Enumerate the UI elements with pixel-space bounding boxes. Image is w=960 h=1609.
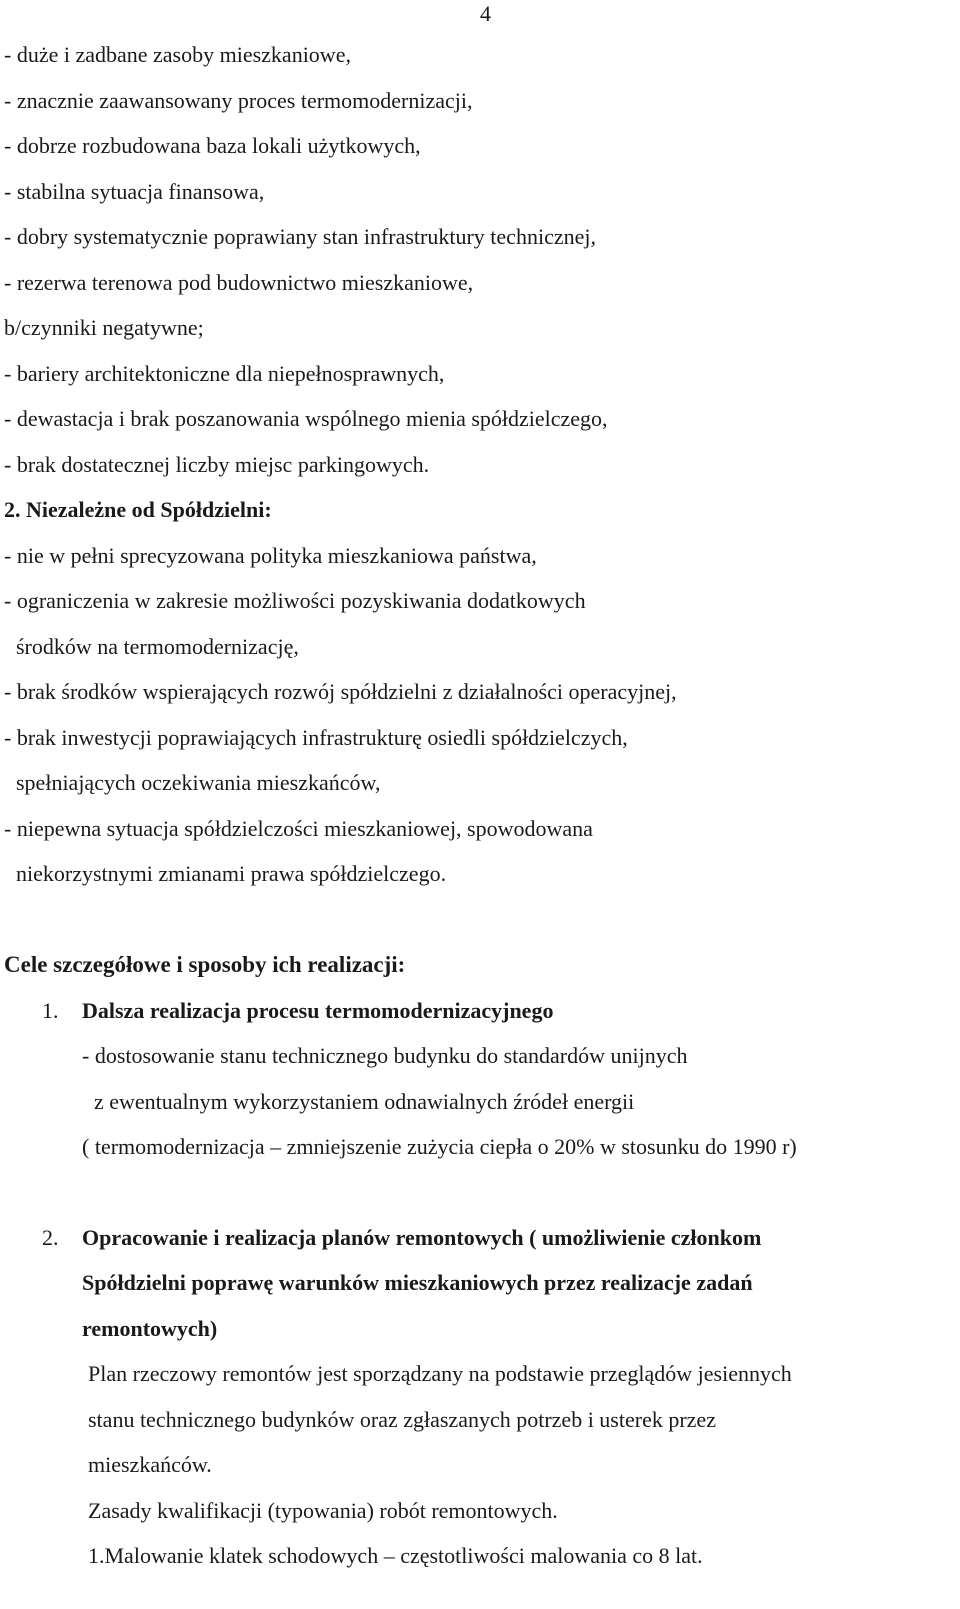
strength-item: - stabilna sytuacja finansowa,: [4, 179, 265, 204]
external-factor-line: spełniających oczekiwania mieszkańców,: [16, 770, 381, 795]
external-factor-line: - brak środków wspierających rozwój spółdzielni z działalności operacyjnej,: [4, 679, 677, 704]
negative-factor-item: - bariery architektoniczne dla niepełnosprawnych,: [4, 361, 445, 386]
goals-heading: Cele szczegółowe i sposoby ich realizacji:: [4, 952, 406, 977]
external-factor-line: niekorzystnymi zmianami prawa spółdzielczego.: [16, 861, 447, 886]
strength-item: - dobry systematycznie poprawiany stan infrastruktury technicznej,: [4, 224, 596, 249]
goal-1-line: ( termomodernizacja – zmniejszenie zużycia ciepła o 20% w stosunku do 1990 r): [82, 1134, 797, 1159]
strength-item: - znacznie zaawansowany proces termomodernizacji,: [4, 88, 473, 113]
external-factor-line: - ograniczenia w zakresie możliwości pozyskiwania dodatkowych: [4, 588, 586, 613]
goal-2-title-line: Opracowanie i realizacja planów remontowych ( umożliwienie członkom: [82, 1225, 762, 1250]
external-factor-line: - nie w pełni sprecyzowana polityka mieszkaniowa państwa,: [4, 543, 537, 568]
external-factor-line: środków na termomodernizację,: [16, 634, 299, 659]
strength-item: - dobrze rozbudowana baza lokali użytkowych,: [4, 133, 421, 158]
external-factors-title: 2. Niezależne od Spółdzielni:: [4, 497, 272, 522]
goal-1-line: z ewentualnym wykorzystaniem odnawialnych źródeł energii: [94, 1089, 635, 1114]
goal-2-line: 1.Malowanie klatek schodowych – częstotliwości malowania co 8 lat.: [88, 1543, 703, 1568]
goal-2-line: stanu technicznego budynków oraz zgłaszanych potrzeb i usterek przez: [88, 1407, 716, 1432]
external-factor-line: - niepewna sytuacja spółdzielczości mieszkaniowej, spowodowana: [4, 816, 593, 841]
negative-factor-item: - dewastacja i brak poszanowania wspólnego mienia spółdzielczego,: [4, 406, 608, 431]
goal-2-line: Plan rzeczowy remontów jest sporządzany na podstawie przeglądów jesiennych: [88, 1361, 792, 1386]
goal-2-line: mieszkańców.: [88, 1452, 212, 1477]
goal-2-number: 2.: [42, 1225, 59, 1250]
negative-factors-title: b/czynniki negatywne;: [4, 315, 204, 340]
goal-2-title-line: Spółdzielni poprawę warunków mieszkaniowych przez realizacje zadań: [82, 1270, 753, 1295]
negative-factor-item: - brak dostatecznej liczby miejsc parkingowych.: [4, 452, 430, 477]
goal-1-title: Dalsza realizacja procesu termomodernizacyjnego: [82, 998, 554, 1023]
strength-item: - rezerwa terenowa pod budownictwo mieszkaniowe,: [4, 270, 474, 295]
goal-1-line: - dostosowanie stanu technicznego budynku do standardów unijnych: [82, 1043, 688, 1068]
goal-1-number: 1.: [42, 998, 59, 1023]
external-factor-line: - brak inwestycji poprawiających infrastrukturę osiedli spółdzielczych,: [4, 725, 628, 750]
strength-item: - duże i zadbane zasoby mieszkaniowe,: [4, 42, 351, 67]
goal-2-title-line: remontowych): [82, 1316, 218, 1341]
goal-2-line: Zasady kwalifikacji (typowania) robót remontowych.: [88, 1498, 558, 1523]
page-number: 4: [480, 1, 491, 26]
